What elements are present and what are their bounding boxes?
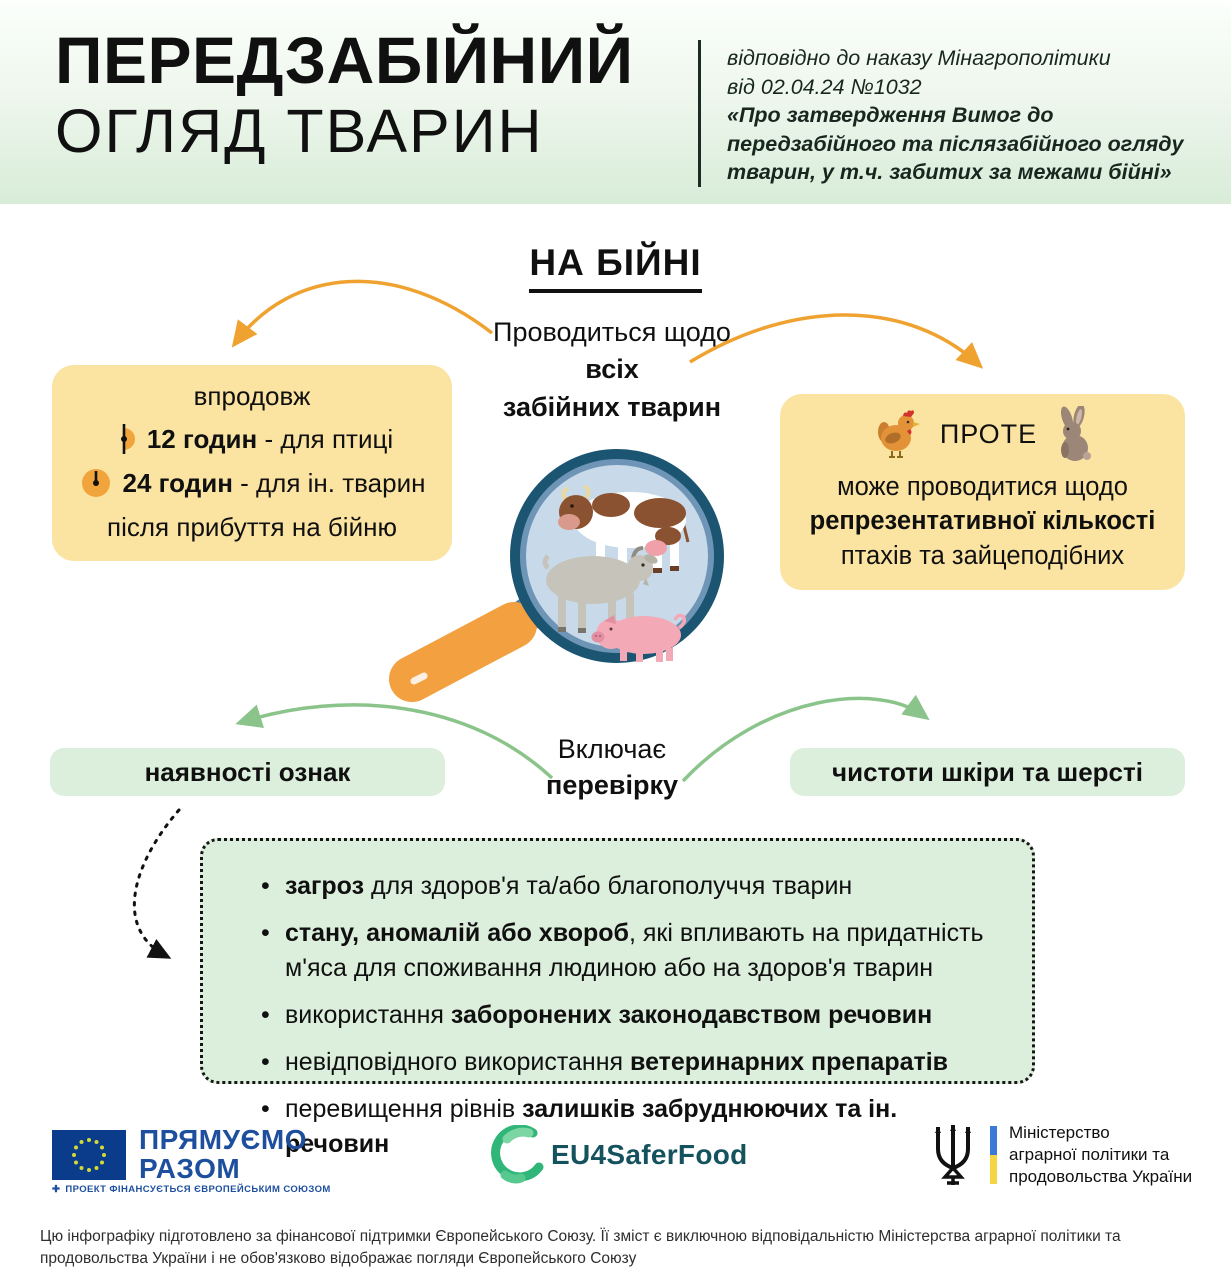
eu4saferfood-swirl-icon <box>487 1125 549 1185</box>
eu-together-line2: РАЗОМ <box>139 1152 241 1184</box>
eu4saferfood-logo <box>487 1125 748 1185</box>
legal-reference <box>727 44 1205 187</box>
eu-tagline-text: ПРОЕКТ ФІНАНСУЄТЬСЯ ЄВРОПЕЙСЬКИМ СОЮЗОМ <box>65 1184 331 1195</box>
intro-line1: Проводиться щодо <box>493 317 731 347</box>
bullet-item: • стану, аномалій або хвороб, які впливають на придатність м'яса для споживання людиною або на здоров'я тварин <box>259 916 994 986</box>
legal-line2: від 02.04.24 №1032 <box>727 74 922 99</box>
eu-together-logo <box>52 1126 307 1183</box>
ministry-line2: аграрної політики та <box>1009 1144 1170 1164</box>
timing-footer: після прибуття на бійню <box>107 512 397 542</box>
ministry-line1: Міністерство <box>1009 1123 1110 1142</box>
section-title-text: НА БІЙНІ <box>529 242 701 293</box>
eu-tagline <box>52 1184 331 1195</box>
bullet-item: • загроз для здоров'я та/або благополуччя тварин <box>259 869 994 904</box>
page-title-line2: ОГЛЯД ТВАРИН <box>55 97 544 166</box>
includes-line1: Включає <box>557 734 667 764</box>
exception-heading: ПРОТЕ <box>939 418 1038 449</box>
clock-24h-icon <box>79 466 113 500</box>
check-pill-right: чистоти шкіри та шерсті <box>790 748 1185 796</box>
check-pill-left: наявності ознак <box>50 748 445 796</box>
bullet-list <box>259 869 994 1162</box>
trident-icon <box>928 1123 978 1187</box>
eu4saferfood-text: EU4SaferFood <box>551 1139 748 1170</box>
eu-together-line1: ПРЯМУЄМО <box>139 1124 307 1155</box>
header-band <box>0 0 1231 204</box>
legal-line1: відповідно до наказу Мінагрополітики <box>727 46 1111 70</box>
includes-line2: перевірку <box>546 770 678 801</box>
dotted-arrow-icon <box>134 810 179 956</box>
flag-bar-icon <box>990 1126 997 1184</box>
page-title <box>55 23 634 166</box>
timing-heading: впродовж <box>193 381 311 411</box>
timing-24h-bold: 24 годин <box>122 467 233 498</box>
timing-24h-rest: - для ін. тварин <box>232 467 426 498</box>
chicken-icon <box>870 408 924 460</box>
intro-line3: забійних тварин <box>502 391 722 422</box>
exception-heading-row <box>780 406 1185 462</box>
clock-12h-icon <box>111 422 137 456</box>
ministry-text <box>1009 1122 1192 1187</box>
page-title-line1: ПЕРЕДЗАБІЙНИЙ <box>55 23 634 97</box>
legal-quote: «Про затвердження Вимог до передзабійного та післязабійного огляду тварин, у т.ч. забитих за межами бійні» <box>727 103 1184 185</box>
timing-12h-bold: 12 годин <box>146 423 258 454</box>
eu-flag-icon <box>52 1130 126 1180</box>
plus-icon: ✚ <box>52 1184 61 1195</box>
intro-text <box>412 314 812 426</box>
disclaimer-text: Цю інфографіку підготовлено за фінансової підтримки Європейського Союзу. Її зміст є виключною відповідальністю Міністерства аграрної політики та продовольства України і не обов'язково відображає погляди Європейського Союзу <box>40 1228 1121 1267</box>
eu-together-text <box>139 1126 307 1183</box>
rabbit-icon <box>1053 406 1095 462</box>
includes-text <box>462 731 762 804</box>
intro-line2: всіх <box>585 354 639 385</box>
section-title <box>0 242 1231 293</box>
exception-text <box>780 470 1185 573</box>
magnifier-icon <box>368 428 740 720</box>
bullet-item: • використання заборонених законодавством речовин <box>259 998 994 1033</box>
timing-12h-rest: - для птиці <box>257 423 394 454</box>
exception-line1: може проводитися щодо <box>837 473 1128 501</box>
ministry-logo <box>928 1122 1192 1187</box>
header-divider <box>698 40 701 187</box>
exception-line3: птахів та зайцеподібних <box>840 541 1125 570</box>
bullet-item: • невідповідного використання ветеринарних препаратів <box>259 1045 994 1080</box>
ministry-line3: продовольства України <box>1009 1166 1193 1186</box>
exception-line2: репрезентативної кількості <box>809 507 1156 536</box>
bullet-item: • перевищення рівнів залишків забруднюючих та ін. речовин <box>259 1092 994 1162</box>
exception-box <box>780 394 1185 590</box>
